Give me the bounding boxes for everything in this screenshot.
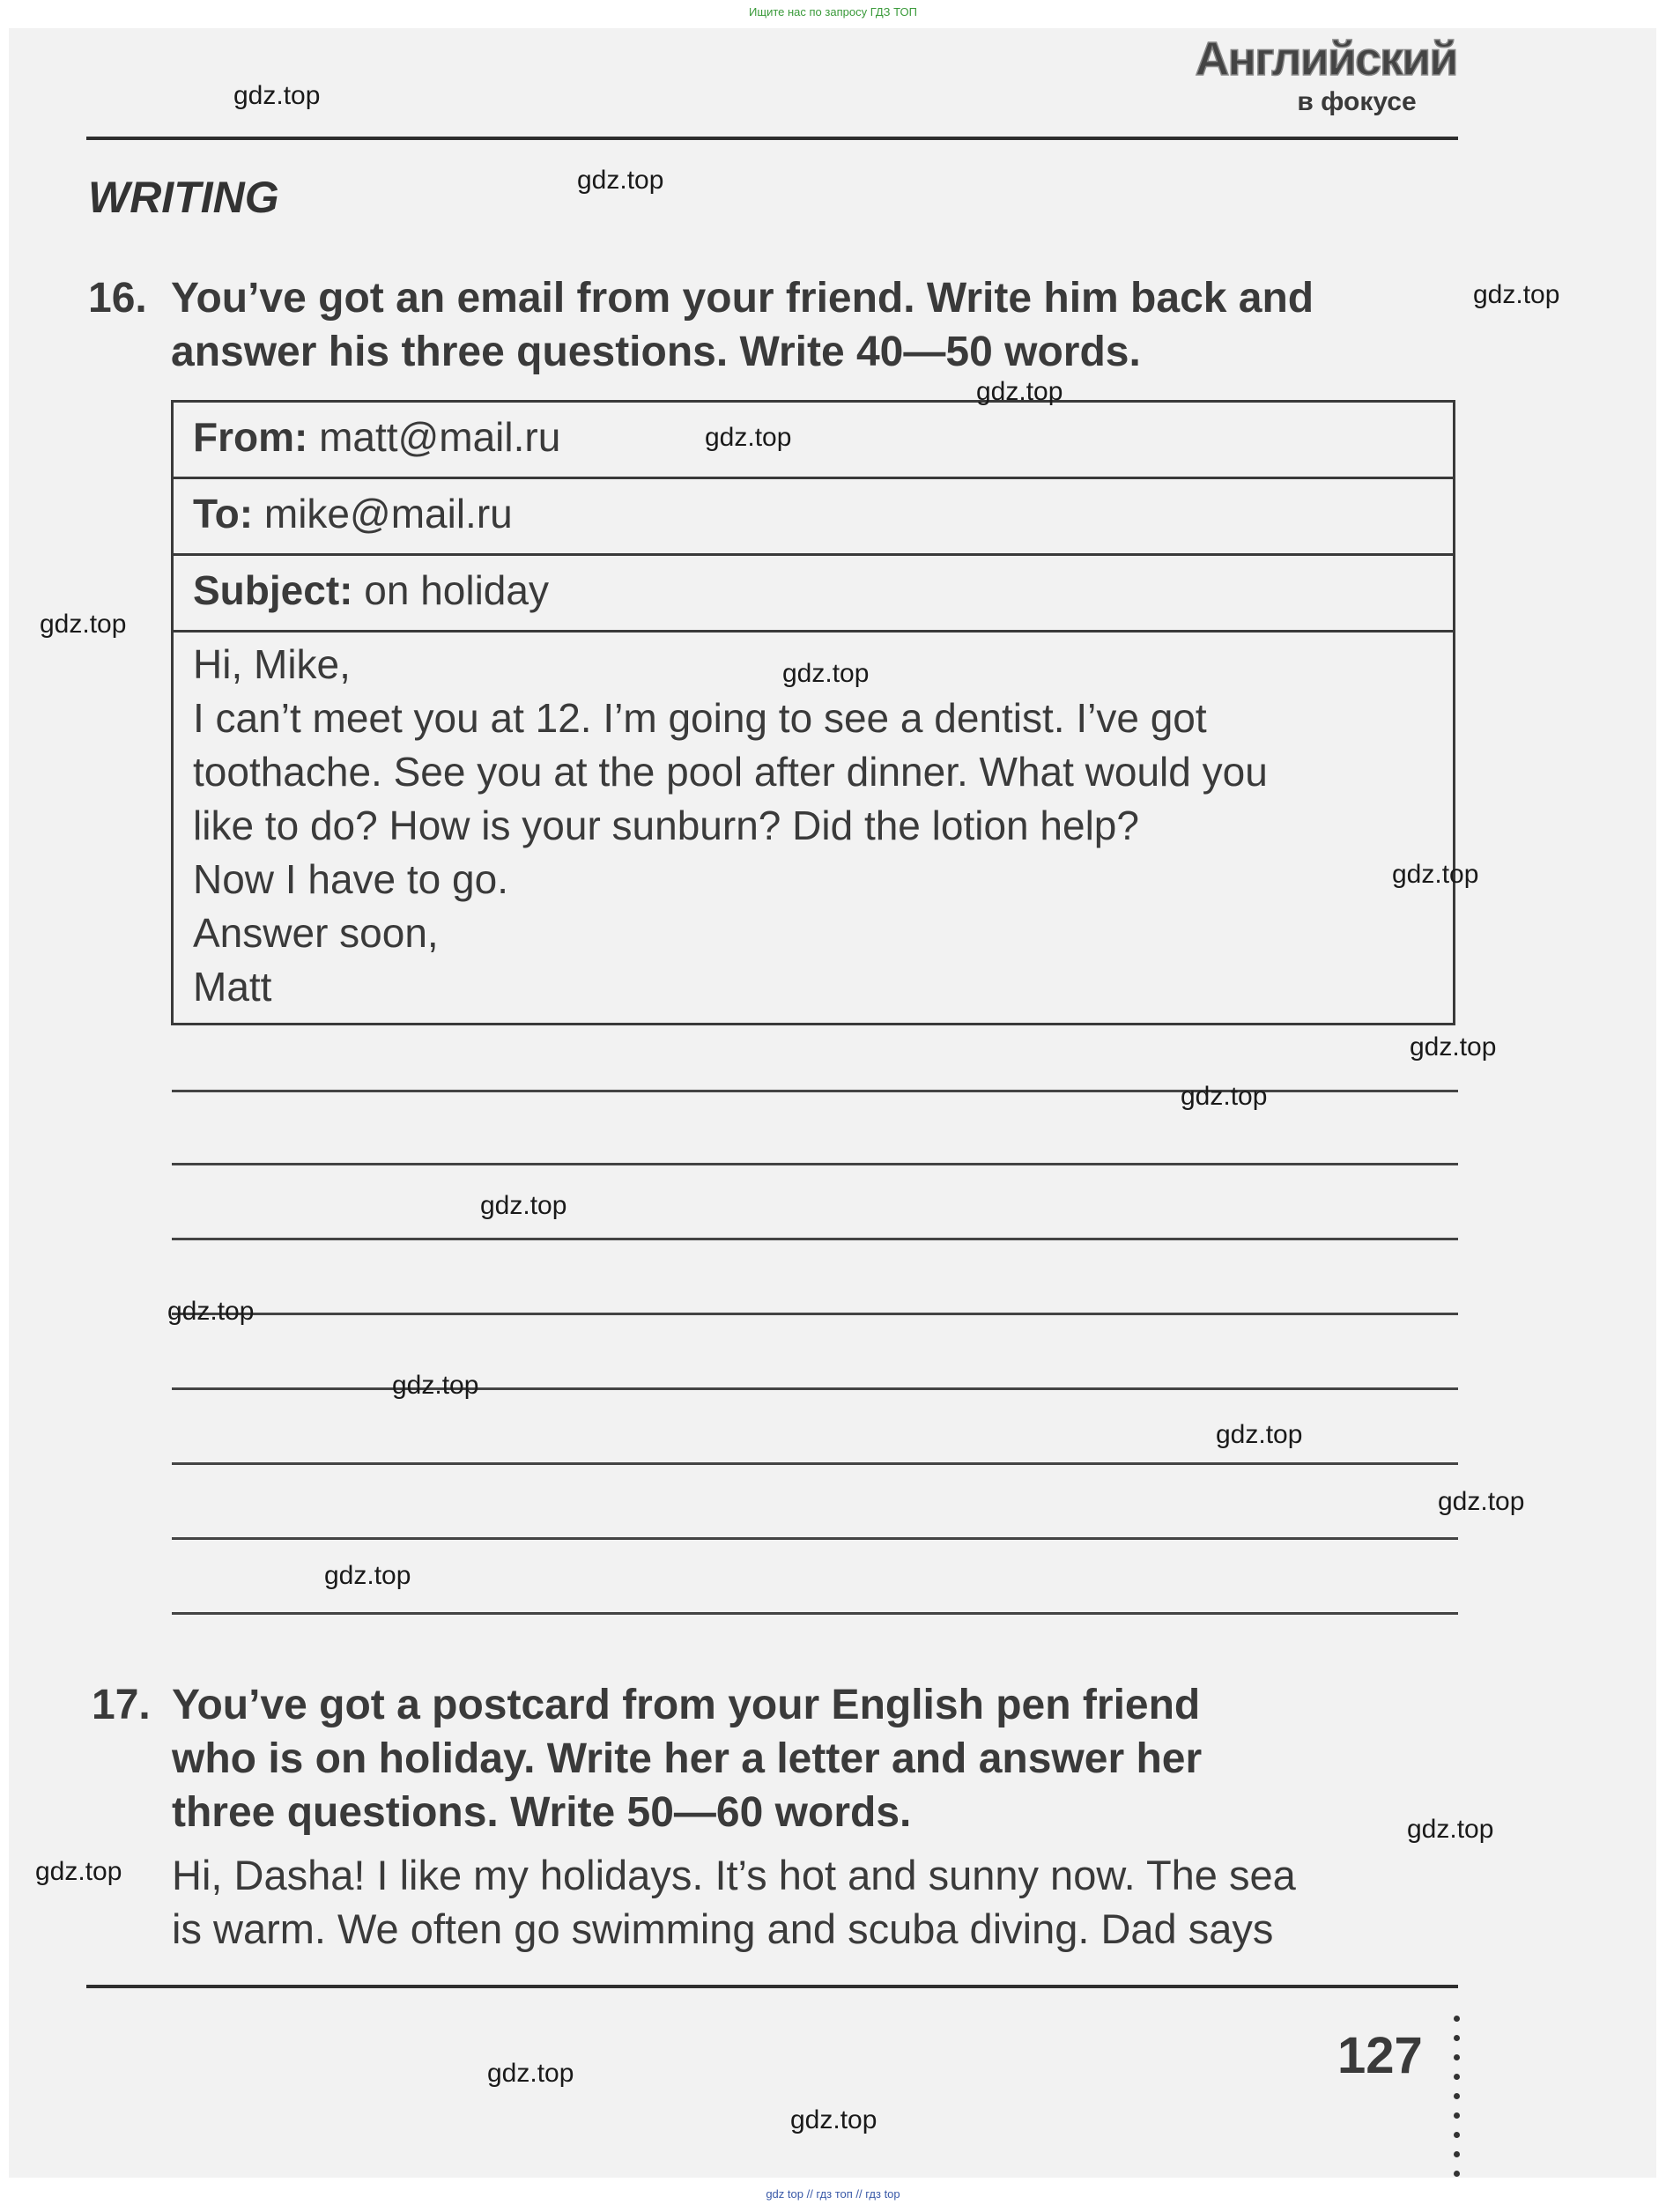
- watermark: gdz.top: [1438, 1487, 1525, 1516]
- watermark: gdz.top: [233, 81, 321, 110]
- watermark: gdz.top: [480, 1191, 567, 1220]
- postcard-line: is warm. We often go swimming and scuba diving. Dad says: [172, 1905, 1274, 1952]
- task-17-number: 17.: [92, 1682, 151, 1728]
- email-from-value: matt@mail.ru: [319, 414, 561, 460]
- writing-line[interactable]: [172, 1462, 1458, 1465]
- watermark: gdz.top: [487, 2059, 574, 2088]
- page-number: 127: [1337, 2027, 1423, 2084]
- watermark: gdz.top: [1407, 1815, 1494, 1844]
- textbook-logo: [1194, 26, 1458, 119]
- footer-rule: [86, 1985, 1458, 1988]
- bottom-banner[interactable]: gdz top // гдз топ // гдз top: [766, 2187, 900, 2201]
- task-17: [92, 1678, 1466, 1846]
- watermark: gdz.top: [705, 423, 792, 452]
- email-body-line: Matt: [193, 964, 272, 1010]
- svg-text:Английский: Английский: [1195, 33, 1457, 85]
- watermark: gdz.top: [1473, 280, 1560, 309]
- email-body-line: toothache. See you at the pool after dinner. What would you: [193, 749, 1268, 795]
- watermark: gdz.top: [1216, 1420, 1303, 1449]
- postcard-text: [172, 1848, 1296, 1956]
- task-16: [88, 271, 1462, 386]
- watermark: gdz.top: [324, 1561, 411, 1590]
- email-body-line: Hi, Mike,: [193, 641, 351, 687]
- watermark: gdz.top: [790, 2105, 877, 2134]
- watermark: gdz.top: [392, 1371, 479, 1400]
- email-body-line: like to do? How is your sunburn? Did the lotion help?: [193, 803, 1139, 848]
- watermark: gdz.top: [167, 1297, 255, 1326]
- email-from-row: [174, 403, 1453, 479]
- task-16-line-2: answer his three questions. Write 40—50 words.: [171, 329, 1141, 375]
- watermark: gdz.top: [35, 1857, 122, 1886]
- writing-line[interactable]: [172, 1163, 1458, 1165]
- email-subject-value: on holiday: [364, 567, 549, 613]
- watermark: gdz.top: [782, 659, 870, 688]
- email-body-line: Answer soon,: [193, 910, 439, 956]
- writing-line[interactable]: [172, 1238, 1458, 1240]
- writing-line[interactable]: [172, 1537, 1458, 1540]
- email-subject-row: [174, 556, 1453, 633]
- top-banner[interactable]: Ищите нас по запросу ГДЗ ТОП: [749, 5, 917, 18]
- watermark: gdz.top: [577, 166, 664, 195]
- task-16-number: 16.: [88, 275, 147, 322]
- task-17-line-1: You’ve got a postcard from your English pen friend: [172, 1682, 1201, 1728]
- task-17-line-2: who is on holiday. Write her a letter and answer her: [172, 1735, 1203, 1782]
- writing-line[interactable]: [172, 1313, 1458, 1315]
- email-from-label: From:: [193, 414, 308, 460]
- email-body-line: I can’t meet you at 12. I’m going to see a dentist. I’ve got: [193, 695, 1207, 741]
- watermark: gdz.top: [976, 377, 1063, 406]
- email-to-row: [174, 479, 1453, 556]
- page-edge-dots: [1454, 2016, 1460, 2190]
- watermark: gdz.top: [40, 610, 127, 639]
- watermark: gdz.top: [1410, 1032, 1497, 1062]
- postcard-line: Hi, Dasha! I like my holidays. It’s hot and sunny now. The sea: [172, 1852, 1296, 1898]
- email-subject-label: Subject:: [193, 567, 353, 613]
- section-title: WRITING: [88, 173, 279, 222]
- watermark: gdz.top: [1392, 860, 1479, 889]
- watermark: gdz.top: [1181, 1082, 1268, 1111]
- email-to-label: To:: [193, 491, 254, 536]
- writing-line[interactable]: [172, 1612, 1458, 1615]
- email-box: [171, 400, 1455, 1025]
- email-body: [193, 638, 1268, 1014]
- email-body-line: Now I have to go.: [193, 856, 508, 902]
- task-16-line-1: You’ve got an email from your friend. Write him back and: [171, 275, 1314, 322]
- email-to-value: mike@mail.ru: [263, 491, 513, 536]
- writing-line[interactable]: [172, 1387, 1458, 1390]
- task-17-line-3: three questions. Write 50—60 words.: [172, 1789, 912, 1836]
- header-rule: [86, 137, 1458, 140]
- svg-text:в фокусе: в фокусе: [1297, 87, 1417, 116]
